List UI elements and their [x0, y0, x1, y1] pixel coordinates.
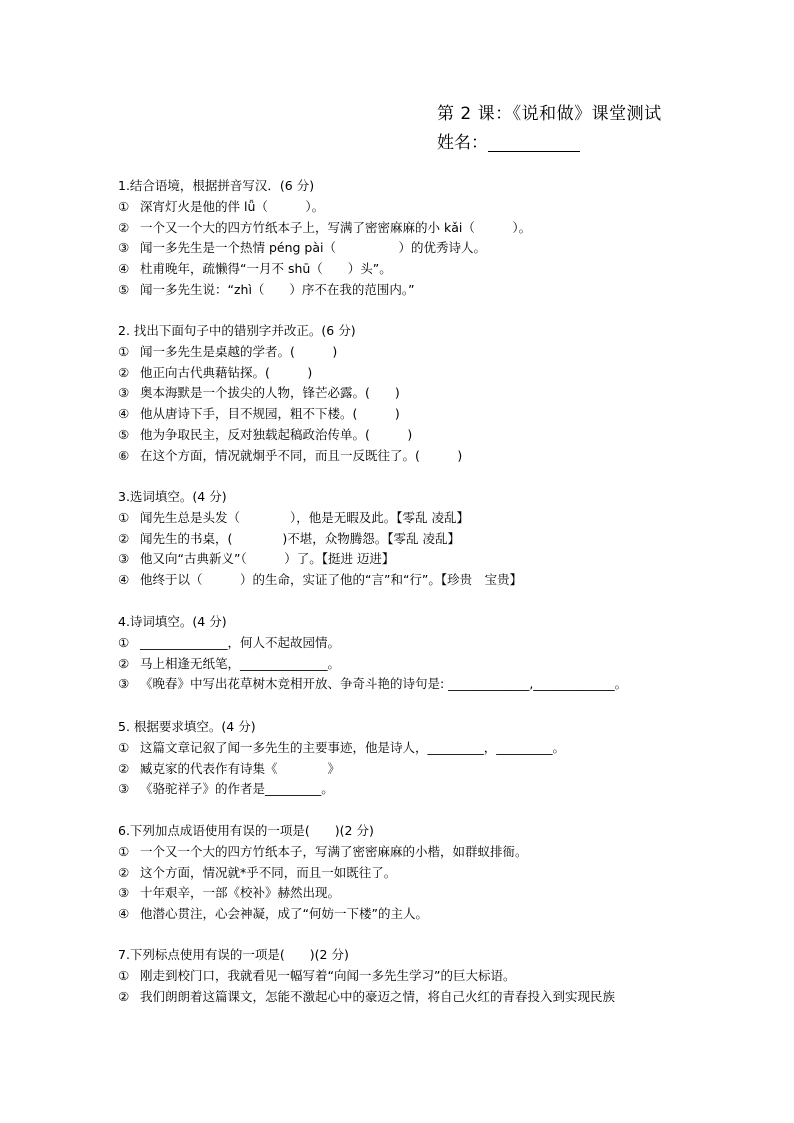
list-item: ⑤ 他为争取民主，反对独载起稿政治传单。( ) [118, 426, 413, 442]
question-heading: 7.下列标点使用有误的一项是( )(2 分) [118, 947, 349, 962]
question-4 [118, 612, 718, 695]
question-heading: 1.结合语境，根据拼音写汉．(6 分) [118, 178, 315, 193]
list-item: ② 臧克家的代表作有诗集《 》 [118, 760, 341, 776]
name-field [437, 128, 580, 153]
list-item: ④ 他从唐诗下手，目不规园，粗不下楼。( ) [118, 406, 400, 422]
list-item: ① 深宵灯火是他的伴 lǚ（ ）。 [118, 198, 325, 214]
list-item: ② 我们朗朗着这篇课文，怎能不激起心中的豪迈之情，将自己火红的青春投入到实现民族 [118, 988, 616, 1004]
list-item: ① ______________，何人不起故园情。 [118, 634, 341, 650]
question-3 [118, 487, 718, 591]
list-item: ② 这个方面，情况就*乎不同，而且一如既往了。 [118, 864, 397, 880]
question-heading: 2. 找出下面句子中的错别字并改正。(6 分) [118, 323, 356, 338]
list-item: ③ 《骆驼祥子》的作者是_________。 [118, 781, 334, 797]
question-2 [118, 321, 718, 467]
question-5 [118, 717, 718, 800]
list-item: ② 马上相逢无纸笔，______________。 [118, 655, 341, 671]
list-item: ③ 他又向“古典新义”（ ）了。【挺进 迈进】 [118, 551, 395, 567]
question-7 [118, 945, 718, 1007]
list-item: ① 闻先生总是头发（ ），他是无暇及此。【零乱 凌乱】 [118, 509, 469, 525]
list-item: ③ 闻一多先生是一个热情 péng pài（ ）的优秀诗人。 [118, 240, 486, 256]
list-item: ④ 他终于以（ ）的生命，实证了他的“言”和“行”。【珍贵 宝贵】 [118, 572, 523, 588]
list-item: ③ 奥本海默是一个拔尖的人物，锋芒必露。( ) [118, 385, 400, 401]
question-heading: 4.诗词填空。(4 分) [118, 614, 227, 629]
name-label: 姓名： [437, 133, 488, 153]
list-item: ① 一个又一个大的四方竹纸本子，写满了密密麻麻的小楷，如群蚁排衙。 [118, 843, 528, 859]
question-1 [118, 176, 718, 301]
list-item: ② 一个又一个大的四方竹纸本子上，写满了密密麻麻的小 kǎi（ ）。 [118, 219, 532, 235]
question-6 [118, 821, 718, 925]
list-item: ① 这篇文章记叙了闻一多先生的主要事迹，他是诗人，_________，_________。 [118, 739, 566, 755]
list-item: ① 刚走到校门口，我就看见一幅写着“向闻一多先生学习”的巨大标语。 [118, 967, 516, 983]
list-item: ② 闻先生的书桌，( )不堪，众物腾怨。【零乱 凌乱】 [118, 530, 460, 546]
list-item: ④ 他潜心贯注，心会神凝，成了“何妨一下楼”的主人。 [118, 906, 428, 922]
list-item: ⑥ 在这个方面，情况就炯乎不同，而且一反既往了。( ) [118, 447, 463, 463]
page-title: 第 2 课：《说和做》课堂测试 [437, 104, 662, 124]
list-item: ③ 《晚春》中写出花草树木竞相开放、争奇斗艳的诗句是: _____________,_____________。 [118, 676, 628, 692]
question-heading: 6.下列加点成语使用有误的一项是( )(2 分) [118, 823, 374, 838]
question-heading: 5. 根据要求填空。(4 分) [118, 719, 256, 734]
list-item: ① 闻一多先生是桌越的学者。( ) [118, 343, 338, 359]
name-blank[interactable] [488, 133, 580, 152]
list-item: ③ 十年艰辛，一部《校补》赫然出现。 [118, 885, 341, 901]
list-item: ② 他正向古代典藉钻探。( ) [118, 364, 313, 380]
list-item: ⑤ 闻一多先生说：“zhì（ ）序不在我的范围内。” [118, 281, 415, 297]
question-heading: 3.选词填空。(4 分) [118, 489, 227, 504]
list-item: ④ 杜甫晚年，疏懒得“一月不 shū（ ）头”。 [118, 261, 392, 277]
